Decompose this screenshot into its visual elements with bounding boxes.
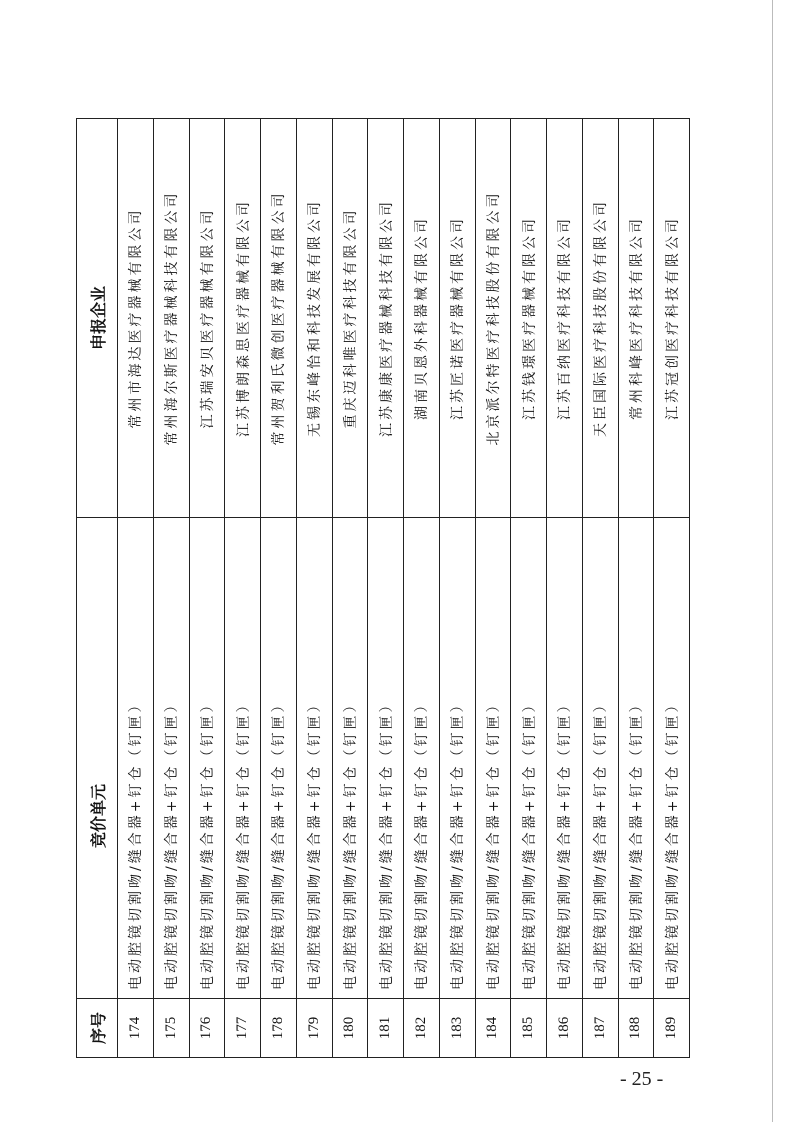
cell-no: 181: [368, 999, 404, 1058]
cell-unit: 电动腔镜切割吻/缝合器+钉仓（钉匣）: [404, 518, 440, 999]
table-row: [189, 119, 225, 1058]
table-row: [296, 119, 332, 1058]
cell-unit: 电动腔镜切割吻/缝合器+钉仓（钉匣）: [475, 518, 511, 999]
cell-unit: 电动腔镜切割吻/缝合器+钉仓（钉匣）: [225, 518, 261, 999]
header-unit: 竞价单元: [77, 518, 118, 999]
header-no: 序号: [77, 999, 118, 1058]
table-row: [225, 119, 261, 1058]
cell-company: 常州科峰医疗科技有限公司: [618, 119, 654, 518]
cell-company: 江苏博朗森思医疗器械有限公司: [225, 119, 261, 518]
cell-unit: 电动腔镜切割吻/缝合器+钉仓（钉匣）: [582, 518, 618, 999]
cell-company: 重庆迈科唯医疗科技有限公司: [332, 119, 368, 518]
cell-no: 175: [153, 999, 189, 1058]
cell-no: 177: [225, 999, 261, 1058]
cell-no: 189: [654, 999, 690, 1058]
bidding-table: [76, 118, 690, 1058]
cell-company: 江苏百纳医疗科技有限公司: [547, 119, 583, 518]
cell-company: 湖南贝恩外科器械有限公司: [404, 119, 440, 518]
cell-company: 无锡东峰怡和科技发展有限公司: [296, 119, 332, 518]
header-company: 申报企业: [77, 119, 118, 518]
table-header-row: [77, 119, 118, 1058]
cell-company: 江苏冠创医疗科技有限公司: [654, 119, 690, 518]
table-row: [153, 119, 189, 1058]
cell-company: 江苏匠诺医疗器械有限公司: [439, 119, 475, 518]
cell-no: 180: [332, 999, 368, 1058]
cell-company: 江苏钱璟医疗器械有限公司: [511, 119, 547, 518]
cell-no: 174: [118, 999, 154, 1058]
cell-unit: 电动腔镜切割吻/缝合器+钉仓（钉匣）: [332, 518, 368, 999]
cell-unit: 电动腔镜切割吻/缝合器+钉仓（钉匣）: [439, 518, 475, 999]
cell-unit: 电动腔镜切割吻/缝合器+钉仓（钉匣）: [153, 518, 189, 999]
cell-unit: 电动腔镜切割吻/缝合器+钉仓（钉匣）: [368, 518, 404, 999]
cell-company: 常州海尔斯医疗器械科技有限公司: [153, 119, 189, 518]
table-row: [118, 119, 154, 1058]
cell-unit: 电动腔镜切割吻/缝合器+钉仓（钉匣）: [511, 518, 547, 999]
table-row: [582, 119, 618, 1058]
cell-unit: 电动腔镜切割吻/缝合器+钉仓（钉匣）: [118, 518, 154, 999]
cell-no: 176: [189, 999, 225, 1058]
cell-no: 185: [511, 999, 547, 1058]
table-row: [404, 119, 440, 1058]
table-row: [439, 119, 475, 1058]
table-row: [261, 119, 297, 1058]
rotated-page-content: [76, 118, 690, 1058]
cell-company: 天臣国际医疗科技股份有限公司: [582, 119, 618, 518]
cell-company: 常州贺利氏微创医疗器械有限公司: [261, 119, 297, 518]
cell-no: 182: [404, 999, 440, 1058]
cell-unit: 电动腔镜切割吻/缝合器+钉仓（钉匣）: [618, 518, 654, 999]
table-row: [511, 119, 547, 1058]
cell-company: 北京派尔特医疗科技股份有限公司: [475, 119, 511, 518]
cell-no: 184: [475, 999, 511, 1058]
cell-no: 178: [261, 999, 297, 1058]
cell-unit: 电动腔镜切割吻/缝合器+钉仓（钉匣）: [261, 518, 297, 999]
cell-unit: 电动腔镜切割吻/缝合器+钉仓（钉匣）: [296, 518, 332, 999]
table-row: [368, 119, 404, 1058]
cell-no: 188: [618, 999, 654, 1058]
page-number: - 25 -: [620, 1068, 664, 1090]
cell-unit: 电动腔镜切割吻/缝合器+钉仓（钉匣）: [189, 518, 225, 999]
table-row: [475, 119, 511, 1058]
table-row: [654, 119, 690, 1058]
table-row: [332, 119, 368, 1058]
table-area: [76, 118, 690, 1058]
cell-no: 179: [296, 999, 332, 1058]
binding-line: [772, 0, 773, 1122]
cell-company: 江苏康康医疗器械科技有限公司: [368, 119, 404, 518]
cell-unit: 电动腔镜切割吻/缝合器+钉仓（钉匣）: [654, 518, 690, 999]
cell-unit: 电动腔镜切割吻/缝合器+钉仓（钉匣）: [547, 518, 583, 999]
table-row: [547, 119, 583, 1058]
table-row: [618, 119, 654, 1058]
cell-no: 186: [547, 999, 583, 1058]
cell-no: 183: [439, 999, 475, 1058]
cell-company: 江苏瑞安贝医疗器械有限公司: [189, 119, 225, 518]
cell-no: 187: [582, 999, 618, 1058]
cell-company: 常州市海达医疗器械有限公司: [118, 119, 154, 518]
